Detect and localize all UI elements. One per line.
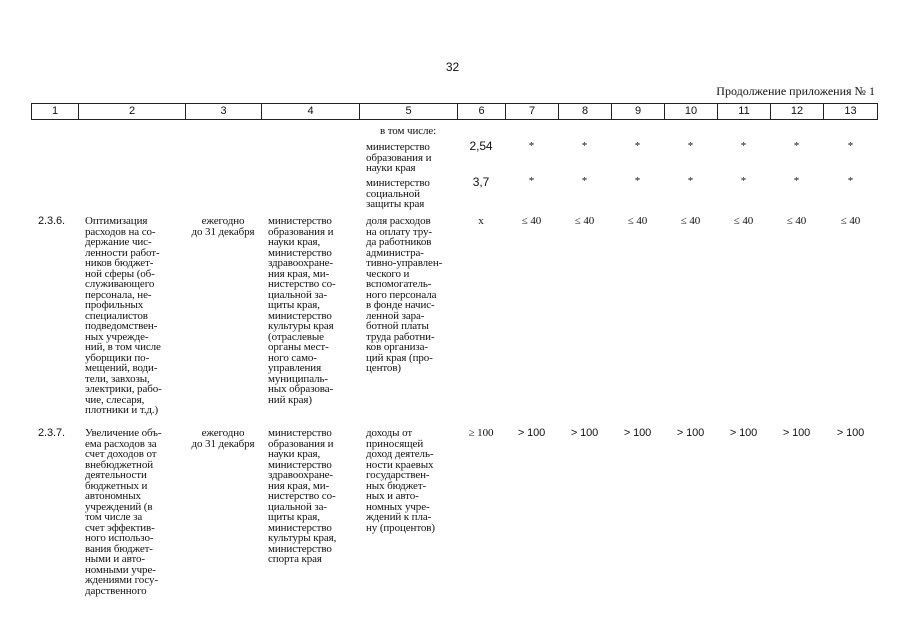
row-deadline: ежегодно до 31 декабря — [191, 427, 255, 450]
row-number: 2.3.7. — [38, 427, 65, 439]
header-cell-6: 6 — [457, 103, 505, 120]
row-indicator: доходы от приносящей доход деятель- ности краевых государствен- ных бюджет- ных и авто- номных учре- ждений к пла- ну (процентов) — [366, 427, 435, 534]
sub-row-col8: * — [581, 175, 588, 187]
row-col12: > 100 — [782, 427, 811, 439]
row-number: 2.3.6. — [38, 215, 65, 227]
header-cell-13: 13 — [823, 103, 878, 120]
row-col6: ≥ 100 — [468, 427, 494, 439]
sub-row-ministry: министерство образования и науки края — [366, 141, 432, 174]
sub-row-col11: * — [740, 175, 747, 187]
header-cell-2: 2 — [78, 103, 185, 120]
row-indicator: доля расходов на оплату тру- да работников администра- тивно-управлен- ческого и вспомогатель- ного персонала в фонде начис- ленной зара- ботной платы труда работни- ков организа- ций края (про- центов) — [366, 215, 443, 374]
header-cell-1: 1 — [31, 103, 78, 120]
row-col10: ≤ 40 — [680, 215, 701, 227]
including-label: в том числе: — [380, 125, 437, 137]
row-measure: Увеличение объ- ема расходов за счет доходов от внебюджетной деятельности бюджетных и автономных учреждений (в том числе за счет эффектив- ного использо- вания бюджет- ными и авто- номными учре- ждениями госу- дарственного — [85, 427, 162, 597]
row-col8: ≤ 40 — [574, 215, 595, 227]
header-cell-3: 3 — [185, 103, 261, 120]
row-col10: > 100 — [676, 427, 705, 439]
row-col11: > 100 — [729, 427, 758, 439]
row-executors: министерство образования и науки края, министерство здравоохране- ния края, ми- нистерство со- циальной за- щиты края, министерство культуры края (отраслевые органы мест- ного само- управления муниципаль- ных образова- ний края) — [268, 215, 336, 406]
header-cell-8: 8 — [558, 103, 611, 120]
row-col9: ≤ 40 — [627, 215, 648, 227]
continuation-caption: Продолжение приложения № 1 — [716, 84, 875, 98]
sub-row-col7: * — [528, 140, 535, 152]
sub-row-col11: * — [740, 140, 747, 152]
sub-row-col12: * — [793, 140, 800, 152]
row-col7: ≤ 40 — [521, 215, 542, 227]
sub-row-col6: 2,54 — [469, 139, 493, 153]
row-executors: министерство образования и науки края, министерство здравоохране- ния края, ми- нистерство со- циальной за- щиты края, министерство культуры края, министерство спорта края — [268, 427, 337, 565]
header-cell-5: 5 — [359, 103, 457, 120]
header-cell-10: 10 — [664, 103, 717, 120]
row-col6: х — [478, 215, 484, 227]
row-col11: ≤ 40 — [733, 215, 754, 227]
row-col8: > 100 — [570, 427, 599, 439]
header-cell-9: 9 — [611, 103, 664, 120]
row-measure: Оптимизация расходов на со- держание чис- ленности работ- ников бюджет- ной сферы (об- служивающего персонала, не- профильных специалистов подведомствен- ных учрежде- ний, в том числе уборщики по- мещений, води- тели, завхозы, электрики, рабо- чие, слесаря, плотники и т.д.) — [85, 215, 162, 416]
row-col13: ≤ 40 — [840, 215, 861, 227]
sub-row-col13: * — [847, 140, 854, 152]
header-cell-11: 11 — [717, 103, 770, 120]
row-col12: ≤ 40 — [786, 215, 807, 227]
sub-row-col10: * — [687, 175, 694, 187]
sub-row-col12: * — [793, 175, 800, 187]
row-col7: > 100 — [517, 427, 546, 439]
sub-row-col6: 3,7 — [472, 175, 490, 189]
row-deadline: ежегодно до 31 декабря — [191, 215, 255, 238]
sub-row-ministry: министерство социальной защиты края — [366, 177, 430, 210]
row-col13: > 100 — [836, 427, 865, 439]
sub-row-col9: * — [634, 140, 641, 152]
header-cell-4: 4 — [261, 103, 359, 120]
header-cell-12: 12 — [770, 103, 823, 120]
sub-row-col10: * — [687, 140, 694, 152]
sub-row-col13: * — [847, 175, 854, 187]
sub-row-col8: * — [581, 140, 588, 152]
page-number: 32 — [445, 60, 460, 74]
sub-row-col7: * — [528, 175, 535, 187]
header-cell-7: 7 — [505, 103, 558, 120]
row-col9: > 100 — [623, 427, 652, 439]
sub-row-col9: * — [634, 175, 641, 187]
